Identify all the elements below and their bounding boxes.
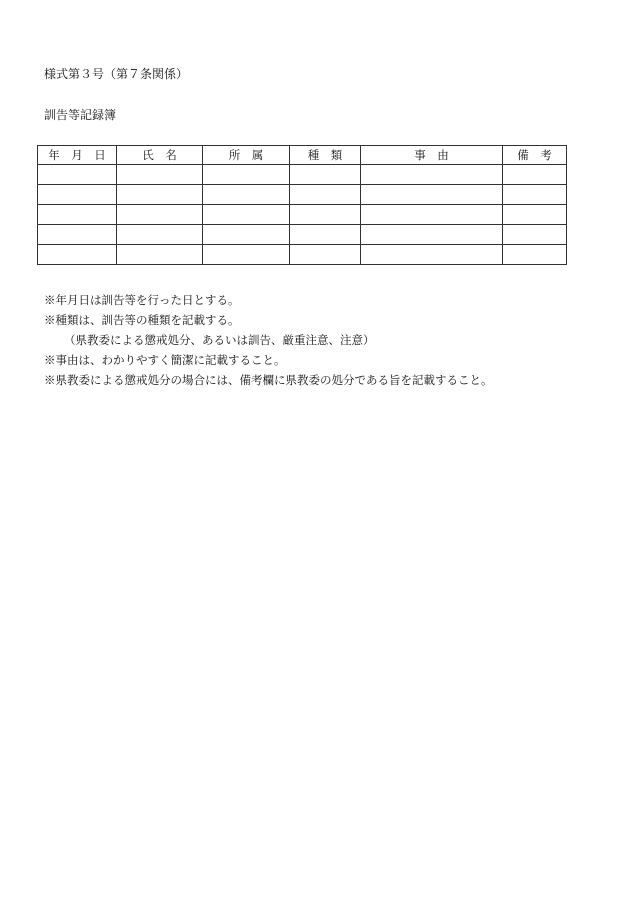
table-cell[interactable]: [361, 225, 503, 245]
header-remarks: 備 考: [503, 146, 567, 165]
note-disciplinary: ※県教委による懲戒処分の場合には、備考欄に県教委の処分である旨を記載すること。: [44, 373, 493, 387]
table-cell[interactable]: [203, 165, 290, 185]
table-row: [38, 225, 567, 245]
table-cell[interactable]: [117, 185, 203, 205]
header-reason: 事 由: [361, 146, 503, 165]
record-table: [37, 145, 567, 265]
form-number: 様式第３号（第７条関係）: [44, 67, 189, 81]
table-cell[interactable]: [503, 225, 567, 245]
table-cell[interactable]: [117, 245, 203, 265]
table-cell[interactable]: [117, 225, 203, 245]
table-cell[interactable]: [290, 205, 361, 225]
table-cell[interactable]: [361, 245, 503, 265]
table-cell[interactable]: [503, 165, 567, 185]
note-reason: ※事由は、わかりやすく簡潔に記載すること。: [44, 353, 286, 367]
table-cell[interactable]: [503, 245, 567, 265]
table-cell[interactable]: [117, 165, 203, 185]
table-header-row: [38, 146, 567, 165]
header-type: 種 類: [290, 146, 361, 165]
table-row: [38, 205, 567, 225]
table-cell[interactable]: [290, 245, 361, 265]
table-row: [38, 245, 567, 265]
table-cell[interactable]: [38, 245, 117, 265]
notes-section: [44, 290, 493, 390]
document-title: 訓告等記録簿: [44, 108, 117, 122]
table-cell[interactable]: [361, 165, 503, 185]
table-cell[interactable]: [290, 165, 361, 185]
table-cell[interactable]: [503, 185, 567, 205]
table-row: [38, 185, 567, 205]
table-cell[interactable]: [203, 185, 290, 205]
note-type-examples: （県教委による懲戒処分、あるいは訓告、厳重注意、注意）: [64, 333, 375, 347]
table-cell[interactable]: [38, 185, 117, 205]
table-cell[interactable]: [38, 205, 117, 225]
note-date: ※年月日は訓告等を行った日とする。: [44, 293, 240, 307]
table-cell[interactable]: [203, 225, 290, 245]
note-type: ※種類は、訓告等の種類を記載する。: [44, 313, 240, 327]
header-date: 年 月 日: [38, 146, 117, 165]
table-cell[interactable]: [38, 165, 117, 185]
table-cell[interactable]: [503, 205, 567, 225]
table-cell[interactable]: [361, 185, 503, 205]
header-name: 氏 名: [117, 146, 203, 165]
table-cell[interactable]: [290, 185, 361, 205]
table-cell[interactable]: [290, 225, 361, 245]
table-cell[interactable]: [117, 205, 203, 225]
table-cell[interactable]: [203, 245, 290, 265]
table-row: [38, 165, 567, 185]
header-affiliation: 所 属: [203, 146, 290, 165]
table-cell[interactable]: [361, 205, 503, 225]
table-cell[interactable]: [38, 225, 117, 245]
table-cell[interactable]: [203, 205, 290, 225]
